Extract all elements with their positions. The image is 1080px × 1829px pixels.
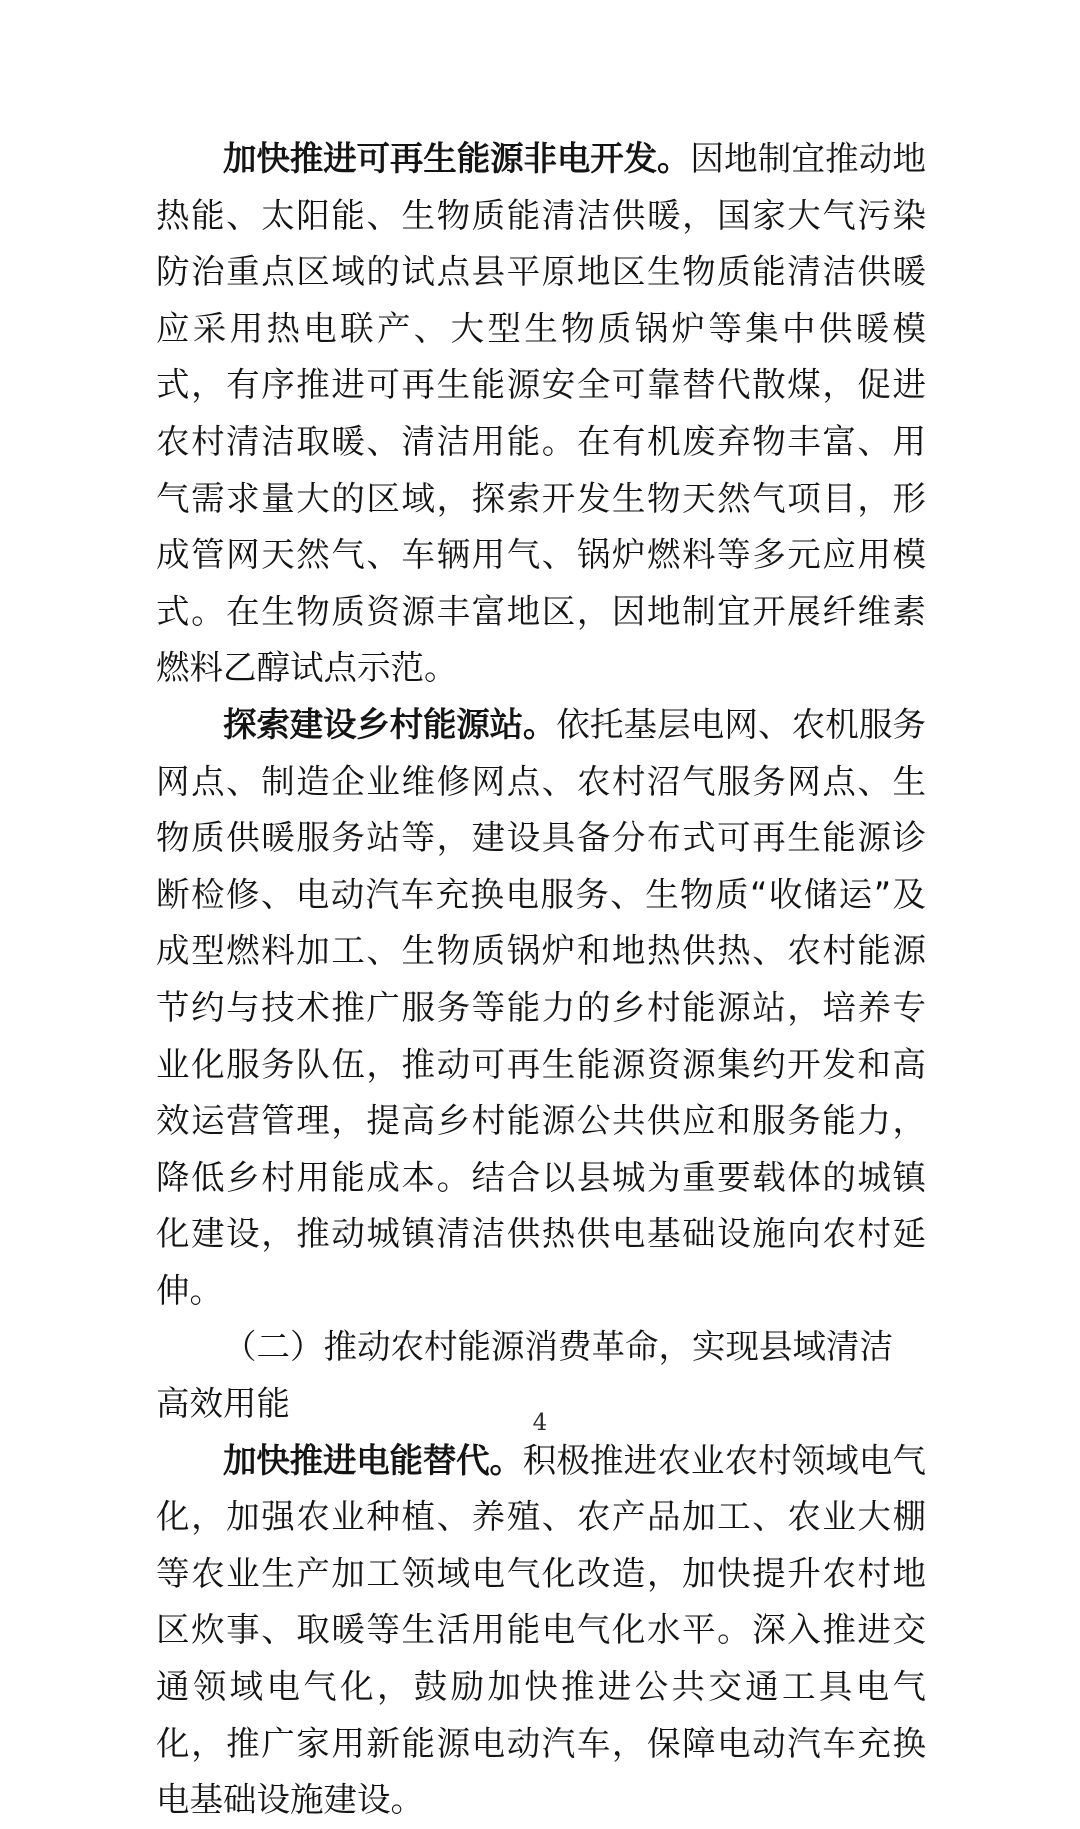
paragraph-lead-in: 加快推进电能替代。 (223, 1440, 523, 1480)
paragraph-lead-in: 探索建设乡村能源站。 (223, 704, 557, 744)
document-text-column (156, 131, 926, 1829)
paragraph-renewable-non-power-development (156, 131, 926, 697)
paragraph-body: 积极推进农业农村领域电气化，加强农业种植、养殖、农产品加工、农业大棚等农业生产加工领域电气化改造，加快提升农村地区炊事、取暖等生活用能电气化水平。深入推进交通领域电气化，鼓励加快推进公共交通工具电气化，推广家用新能源电动汽车，保障电动汽车充换电基础设施建设。 (156, 1440, 926, 1820)
paragraph-body: 因地制宜推动地热能、太阳能、生物质能清洁供暖，国家大气污染防治重点区域的试点县平原地区生物质能清洁供暖应采用热电联产、大型生物质锅炉等集中供暖模式，有序推进可再生能源安全可靠替代散煤，促进农村清洁取暖、清洁用能。在有机废弃物丰富、用气需求量大的区域，探索开发生物天然气项目，形成管网天然气、车辆用气、锅炉燃料等多元应用模式。在生物质资源丰富地区，因地制宜开展纤维素燃料乙醇试点示范。 (156, 139, 926, 688)
section-heading-two: （二）推动农村能源消费革命，实现县域清洁高效用能 (156, 1327, 893, 1424)
paragraph-rural-energy-station (156, 697, 926, 1320)
page-number: 4 (532, 1410, 548, 1436)
paragraph-body: 依托基层电网、农机服务网点、制造企业维修网点、农村沼气服务网点、生物质供暖服务站等，建设具备分布式可再生能源诊断检修、电动汽车充换电服务、生物质“收储运”及成型燃料加工、生物质锅炉和地热供热、农村能源节约与技术推广服务等能力的乡村能源站，培养专业化服务队伍，推动可再生能源资源集约开发和高效运营管理，提高乡村能源公共供应和服务能力，降低乡村用能成本。结合以县城为重要载体的城镇化建设，推动城镇清洁供热供电基础设施向农村延伸。 (156, 704, 926, 1310)
paragraph-electricity-substitution (156, 1433, 926, 1829)
paragraph-lead-in: 加快推进可再生能源非电开发。 (223, 139, 691, 178)
